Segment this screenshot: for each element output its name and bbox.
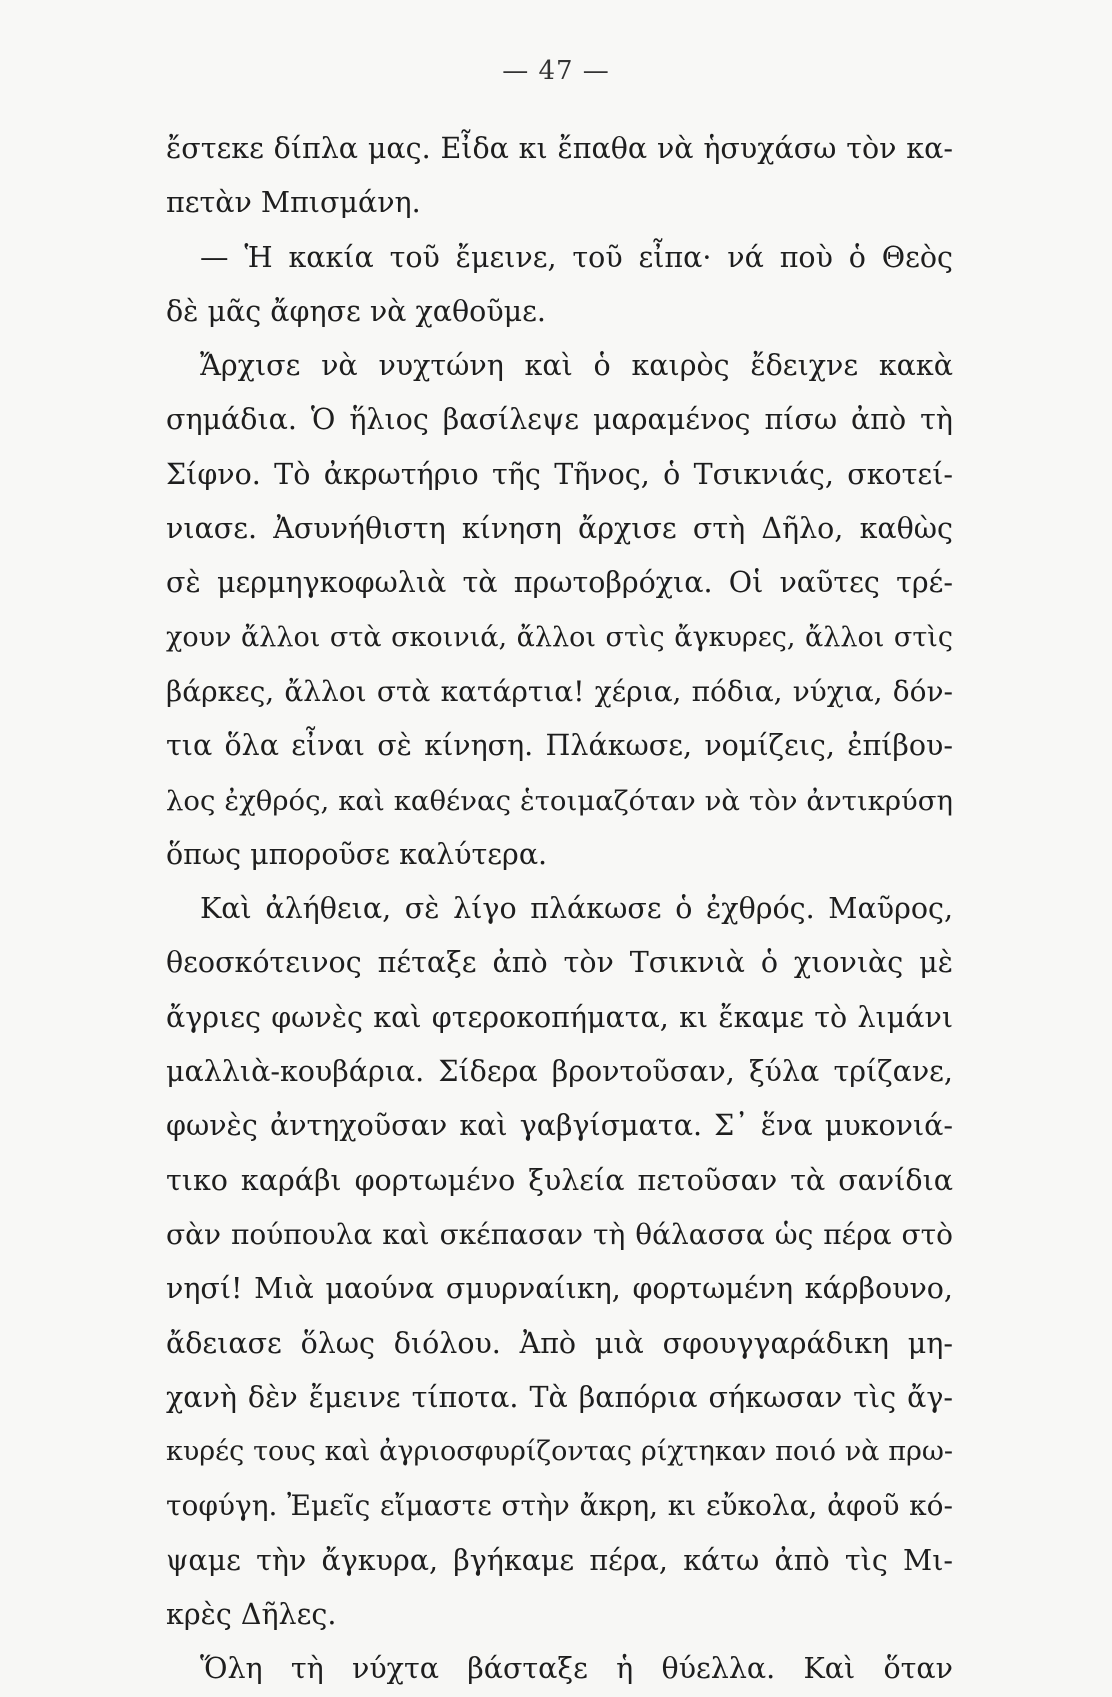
text-line: Καὶ ἀλήθεια, σὲ λίγο πλάκωσε ὁ ἐχθρός. Μαῦρος, [200, 892, 953, 926]
text-line: χουν ἄλλοι στὰ σκοινιά, ἄλλοι στὶς ἄγκυρες, ἄλλοι στὶς [166, 621, 953, 653]
page-number: — 47 — [502, 56, 610, 86]
text-line: τικο καράβι φορτωμένο ξυλεία πετοῦσαν τὰ σανίδια [166, 1163, 953, 1197]
text-line: χανὴ δὲν ἔμεινε τίποτα. Τὰ βαπόρια σήκωσαν τὶς ἄγ- [166, 1380, 953, 1414]
text-line: κυρές τους καὶ ἀγριοσφυρίζοντας ρίχτηκαν ποιό νὰ πρω- [166, 1436, 953, 1468]
text-line: τοφύγη. Ἐμεῖς εἴμαστε στὴν ἄκρη, κι εὔκολα, ἀφοῦ κό- [166, 1489, 953, 1523]
text-line: Σίφνο. Τὸ ἀκρωτήριο τῆς Τῆνος, ὁ Τσικνιάς, σκοτεί- [166, 457, 953, 491]
text-line: νιασε. Ἀσυνήθιστη κίνηση ἄρχισε στὴ Δῆλο, καθὼς [166, 512, 953, 546]
text-line: σημάδια. Ὁ ἥλιος βασίλεψε μαραμένος πίσω ἀπὸ τὴ [166, 403, 953, 437]
text-line: πετὰν Μπισμάνη. [166, 186, 421, 220]
text-line: — Ἡ κακία τοῦ ἔμεινε, τοῦ εἶπα· νά ποὺ ὁ Θεὸς [200, 240, 953, 274]
text-line: σὲ μερμηγκοφωλιὰ τὰ πρωτοβρόχια. Οἱ ναῦτες τρέ- [166, 566, 953, 600]
text-line: ἔστεκε δίπλα μας. Εἶδα κι ἔπαθα νὰ ἡσυχάσω τὸν κα- [166, 132, 953, 165]
text-line: δὲ μᾶς ἄφησε νὰ χαθοῦμε. [166, 294, 546, 328]
text-line: ὅπως μποροῦσε καλύτερα. [166, 837, 548, 871]
text-line: τια ὅλα εἶναι σὲ κίνηση. Πλάκωσε, νομίζεις, ἐπίβου- [166, 729, 953, 763]
text-line: νησί! Μιὰ μαούνα σμυρναίικη, φορτωμένη κάρβουνο, [166, 1272, 953, 1306]
text-line: φωνὲς ἀντηχοῦσαν καὶ γαβγίσματα. Σ᾿ ἕνα μυκονιά- [166, 1109, 953, 1143]
text-line: θεοσκότεινος πέταξε ἀπὸ τὸν Τσικνιὰ ὁ χιονιὰς μὲ [166, 946, 953, 980]
text-line: ψαμε τὴν ἄγκυρα, βγήκαμε πέρα, κάτω ἀπὸ τὶς Μι- [166, 1543, 953, 1577]
text-line: βάρκες, ἄλλοι στὰ κατάρτια! χέρια, πόδια, νύχια, δόν- [166, 674, 953, 708]
text-line: μαλλιὰ-κουβάρια. Σίδερα βροντοῦσαν, ξύλα τρίζανε, [166, 1055, 953, 1089]
text-line: ἄγριες φωνὲς καὶ φτεροκοπήματα, κι ἔκαμε τὸ λιμάνι [166, 1000, 953, 1034]
body-text [166, 122, 953, 1697]
text-line: Ἄρχισε νὰ νυχτώνη καὶ ὁ καιρὸς ἔδειχνε κακὰ [200, 349, 953, 383]
text-line: λος ἐχθρός, καὶ καθένας ἑτοιμαζόταν νὰ τὸν ἀντικρύση [166, 784, 953, 817]
text-line: Ὅλη τὴ νύχτα βάσταξε ἡ θύελλα. Καὶ ὅταν [200, 1652, 953, 1686]
text-line: κρὲς Δῆλες. [166, 1598, 337, 1632]
text-line: ἄδειασε ὅλως διόλου. Ἀπὸ μιὰ σφουγγαράδικη μη- [166, 1326, 953, 1360]
text-line: σὰν πούπουλα καὶ σκέπασαν τὴ θάλασσα ὡς πέρα στὸ [166, 1217, 953, 1251]
